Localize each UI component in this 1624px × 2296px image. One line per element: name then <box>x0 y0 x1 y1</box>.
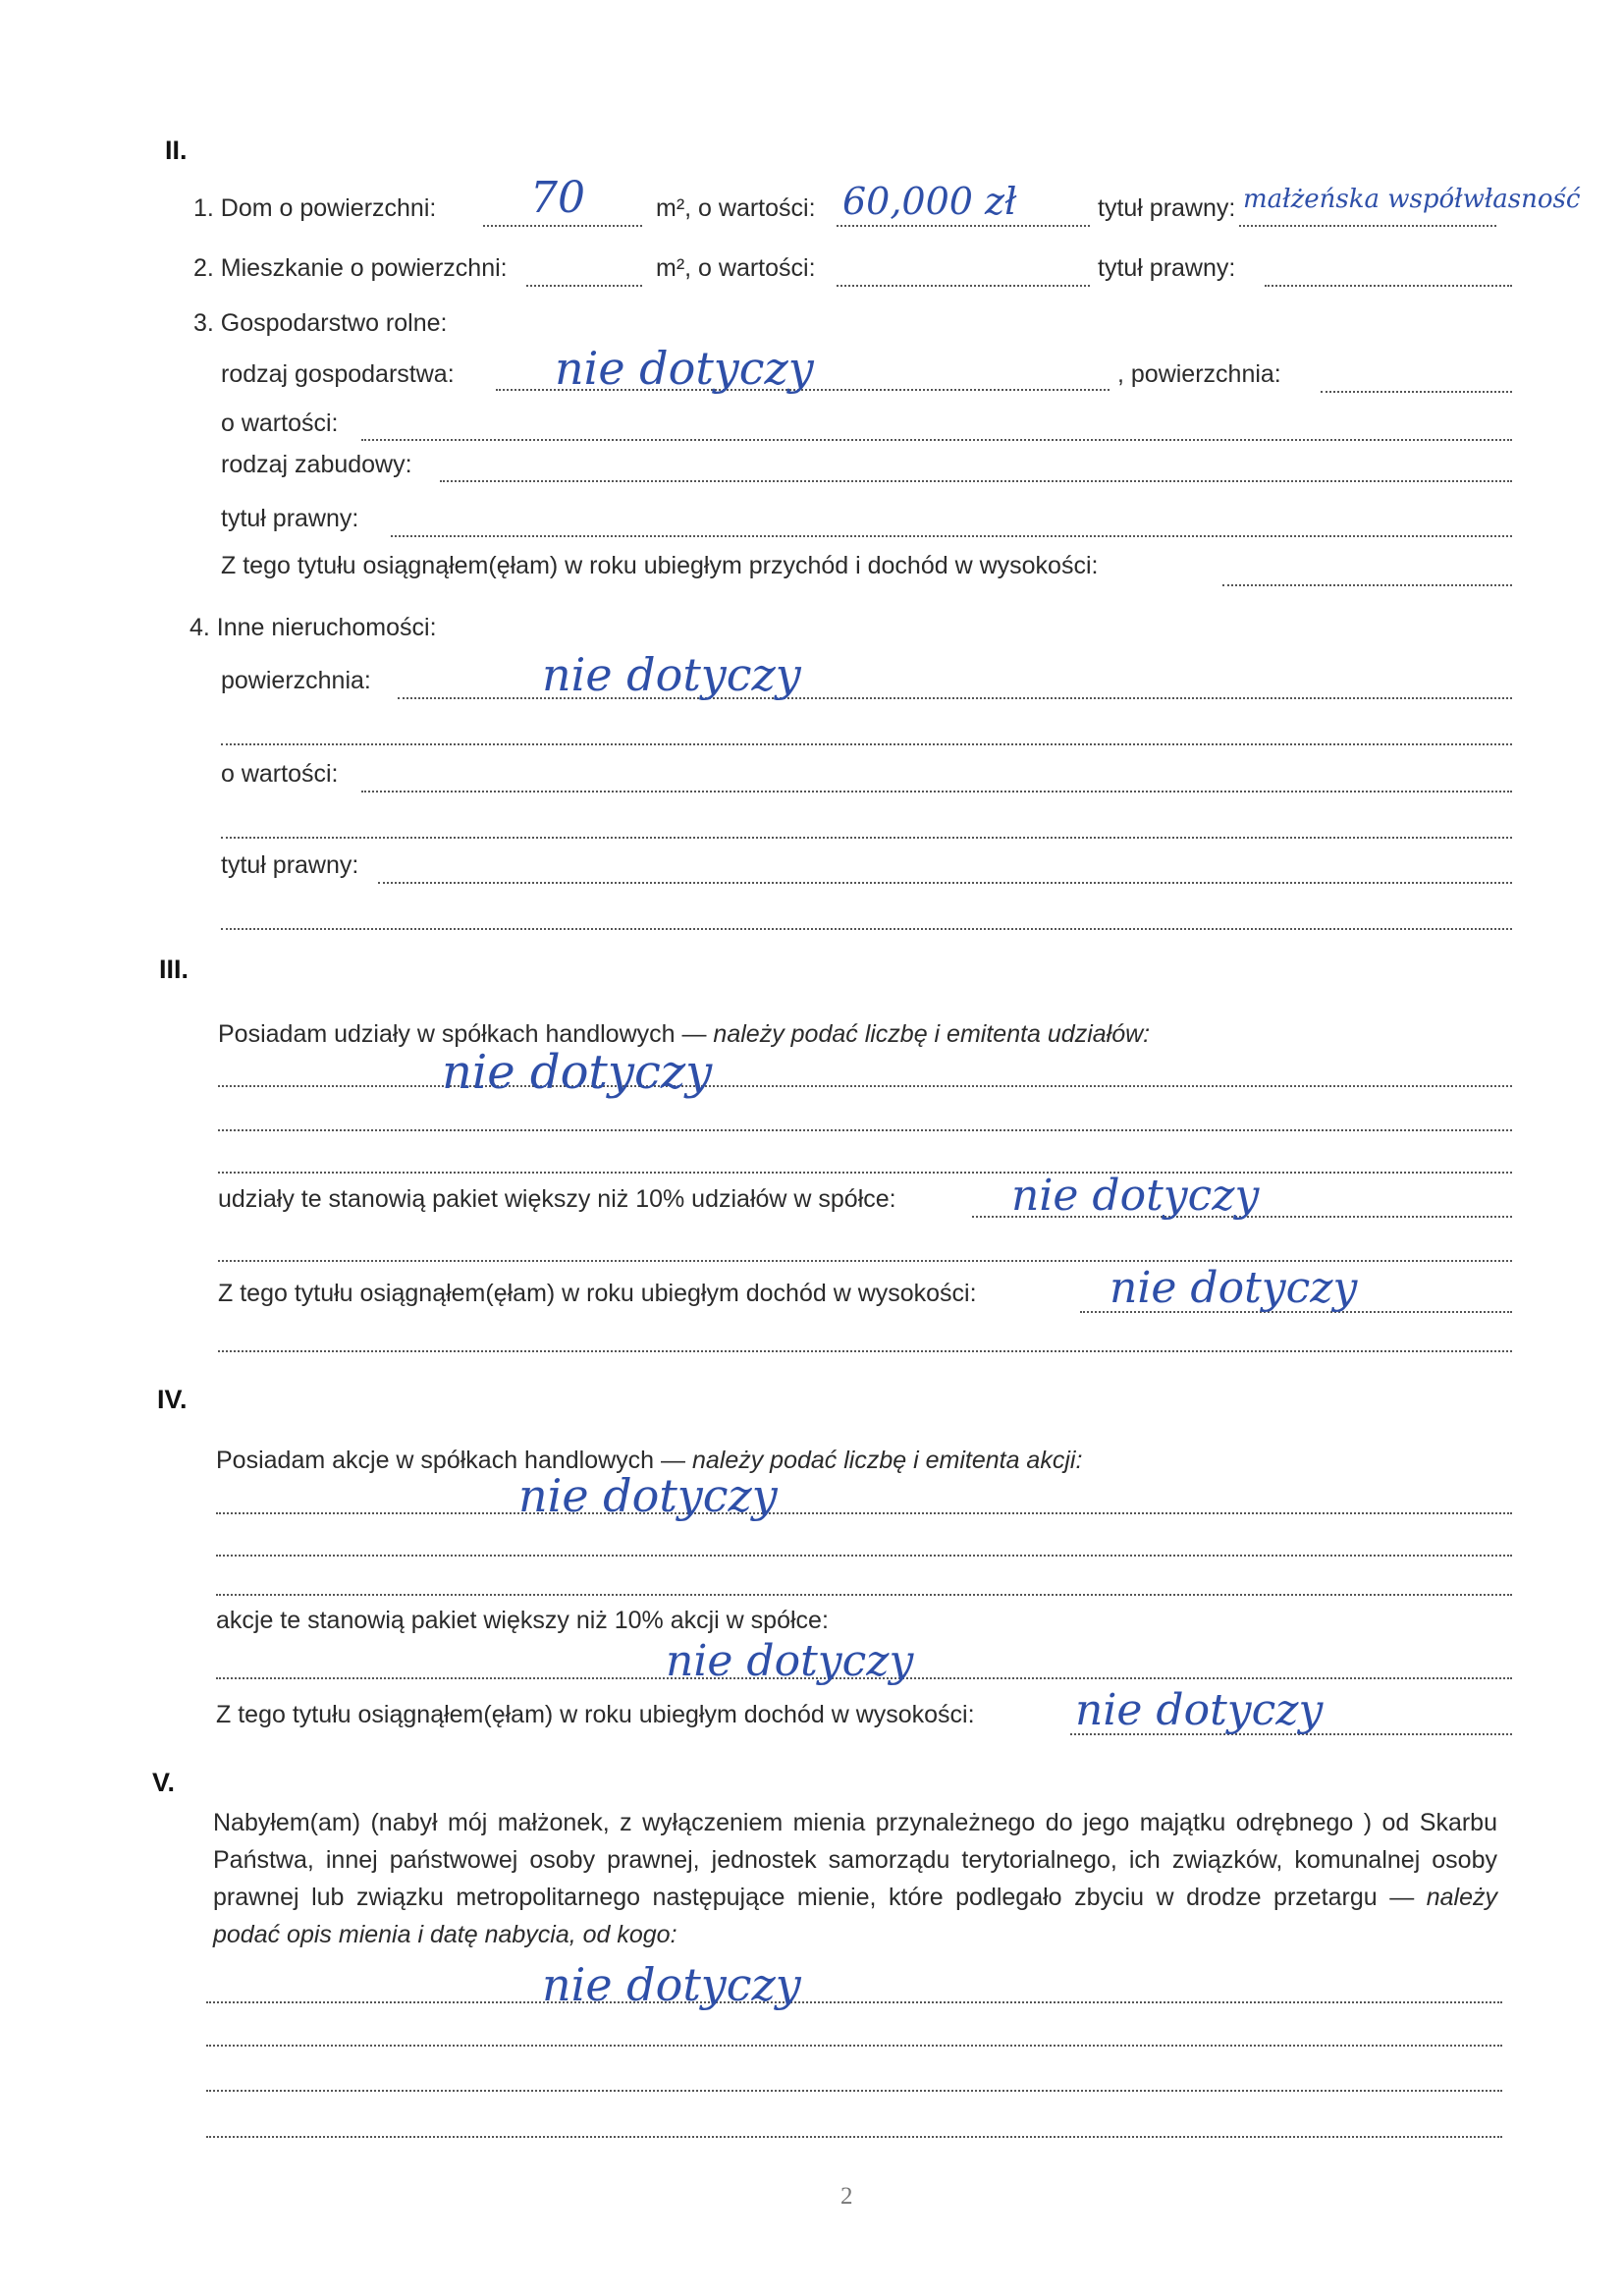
house-area-handwritten: 70 <box>530 173 585 223</box>
farm-value-field[interactable] <box>361 439 1512 441</box>
section-heading-iv: IV. <box>157 1385 188 1414</box>
other-value-label: o wartości: <box>221 760 339 788</box>
farm-income-field[interactable] <box>1222 584 1512 586</box>
other-area-field-line2[interactable] <box>221 743 1512 745</box>
house-title-label: tytuł prawny: <box>1098 194 1236 222</box>
section-heading-iii: III. <box>159 955 189 984</box>
acquisition-paragraph-instruction: należy podać opis mienia i datę nabycia, od kogo: <box>213 1884 1497 1948</box>
shares-intro-instruction: należy podać liczbę i emitenta udziałów: <box>713 1020 1151 1048</box>
section-heading-v: V. <box>152 1768 176 1797</box>
acquisition-paragraph <box>213 1804 1497 1953</box>
shares-income-handwritten: nie dotyczy <box>1110 1263 1358 1313</box>
farm-label: 3. Gospodarstwo rolne: <box>193 309 448 337</box>
acquisition-handwritten: nie dotyczy <box>542 1958 801 2011</box>
house-value-handwritten: 60,000 zł <box>842 180 1017 223</box>
farm-buildings-field[interactable] <box>440 480 1512 482</box>
shares-field-line1[interactable] <box>218 1085 1512 1087</box>
house-value-field[interactable] <box>837 225 1090 227</box>
flat-unit-label: m², o wartości: <box>656 254 816 282</box>
flat-title-label: tytuł prawny: <box>1098 254 1236 282</box>
house-title-handwritten: małżeńska współwłasność <box>1243 185 1581 214</box>
house-area-field[interactable] <box>483 225 642 227</box>
flat-title-field[interactable] <box>1265 285 1512 287</box>
other-title-label: tytuł prawny: <box>221 851 359 879</box>
house-title-field[interactable] <box>1239 225 1496 227</box>
other-value-field-line2[interactable] <box>221 837 1512 839</box>
section-heading-ii: II. <box>165 136 188 165</box>
other-area-label: powierzchnia: <box>221 667 371 694</box>
other-title-field[interactable] <box>378 882 1512 884</box>
shares-field-line3[interactable] <box>218 1172 1512 1174</box>
acquisition-field-line4[interactable] <box>206 2136 1502 2138</box>
acquisition-field-line2[interactable] <box>206 2045 1502 2047</box>
shares-income-label: Z tego tytułu osiągnąłem(ęłam) w roku ubiegłym dochód w wysokości: <box>218 1280 977 1307</box>
farm-title-label: tytuł prawny: <box>221 505 359 532</box>
stocks-intro-instruction: należy podać liczbę i emitenta akcji: <box>691 1447 1083 1474</box>
stocks-intro-text: Posiadam akcje w spółkach handlowych — <box>216 1447 692 1474</box>
farm-value-label: o wartości: <box>221 410 339 437</box>
flat-value-field[interactable] <box>837 285 1090 287</box>
shares-10pct-handwritten: nie dotyczy <box>1011 1171 1260 1221</box>
farm-area-label: , powierzchnia: <box>1117 360 1281 388</box>
farm-income-label: Z tego tytułu osiągnąłem(ęłam) w roku ubiegłym przychód i dochód w wysokości: <box>221 552 1099 579</box>
stocks-10pct-handwritten: nie dotyczy <box>666 1636 914 1686</box>
shares-intro-text: Posiadam udziały w spółkach handlowych — <box>218 1020 714 1048</box>
farm-area-field[interactable] <box>1321 391 1512 393</box>
other-property-label: 4. Inne nieruchomości: <box>189 614 437 641</box>
shares-10pct-label: udziały te stanowią pakiet większy niż 10% udziałów w spółce: <box>218 1185 896 1213</box>
stocks-income-label: Z tego tytułu osiągnąłem(ęłam) w roku ubiegłym dochód w wysokości: <box>216 1701 975 1728</box>
shares-handwritten: nie dotyczy <box>442 1045 713 1100</box>
page-number: 2 <box>840 2183 853 2210</box>
stocks-field-line1[interactable] <box>216 1512 1512 1514</box>
stocks-income-handwritten: nie dotyczy <box>1075 1685 1324 1735</box>
acquisition-field-line3[interactable] <box>206 2090 1502 2092</box>
stocks-field-line3[interactable] <box>216 1594 1512 1596</box>
flat-label: 2. Mieszkanie o powierzchni: <box>193 254 508 282</box>
acquisition-paragraph-text: Nabyłem(am) (nabył mój małżonek, z wyłączeniem mienia przynależnego do jego majątku odrębnego ) od Skarbu Państwa, innej państwowej osoby prawnej, jednostek samorządu terytorialnego, ich związków, komunalnej osoby prawnej lub związku metropolitarnego następujące mienie, które podlegało zbyciu w drodze przetargu — <box>213 1809 1497 1911</box>
stocks-field-line2[interactable] <box>216 1555 1512 1557</box>
stocks-handwritten: nie dotyczy <box>518 1469 778 1522</box>
stocks-10pct-label: akcje te stanowią pakiet większy niż 10% akcji w spółce: <box>216 1607 829 1634</box>
flat-area-field[interactable] <box>526 285 642 287</box>
shares-field-line2[interactable] <box>218 1129 1512 1131</box>
farm-title-field[interactable] <box>391 535 1512 537</box>
farm-type-handwritten: nie dotyczy <box>555 342 814 395</box>
shares-10pct-field-line2[interactable] <box>218 1260 1512 1262</box>
acquisition-field-line1[interactable] <box>206 2001 1502 2003</box>
house-label: 1. Dom o powierzchni: <box>193 194 437 222</box>
farm-type-label: rodzaj gospodarstwa: <box>221 360 455 388</box>
other-area-handwritten: nie dotyczy <box>542 648 801 701</box>
farm-buildings-label: rodzaj zabudowy: <box>221 451 412 478</box>
other-title-field-line2[interactable] <box>221 928 1512 930</box>
other-value-field[interactable] <box>361 791 1512 793</box>
shares-income-field-line2[interactable] <box>218 1350 1512 1352</box>
house-unit-label: m², o wartości: <box>656 194 816 222</box>
